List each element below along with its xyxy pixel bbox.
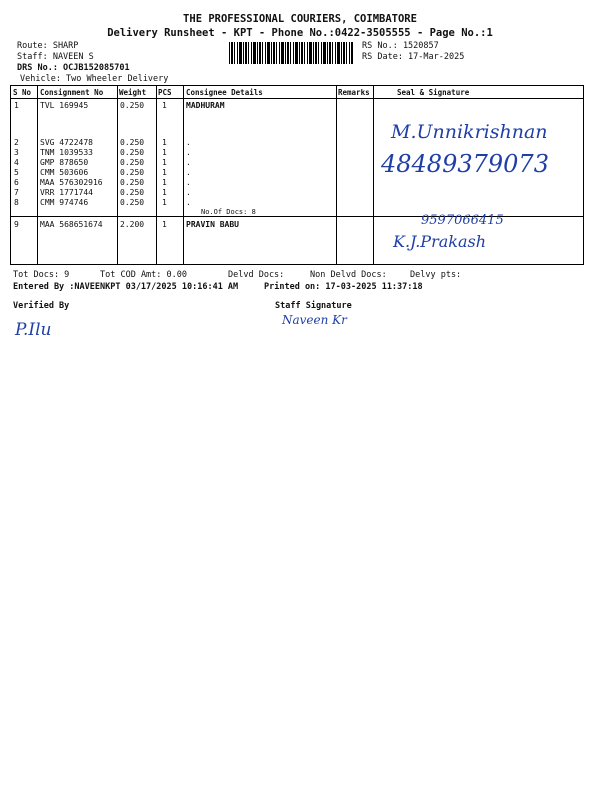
- col-consignment: Consignment No: [40, 88, 104, 97]
- route: Route: SHARP: [17, 41, 79, 51]
- runsheet-subtitle: Delivery Runsheet - KPT - Phone No.:0422-3505555 - Page No.:1: [107, 27, 493, 39]
- col-remarks: Remarks: [338, 88, 370, 97]
- drs-number: DRS No.: OCJB152085701: [17, 63, 130, 73]
- verified-by-label: Verified By: [13, 301, 70, 311]
- delivery-points: Delvy pts:: [410, 270, 462, 280]
- col-pcs: PCS: [158, 88, 172, 97]
- staff: Staff: NAVEEN S: [17, 52, 94, 62]
- col-sno: S No: [13, 88, 32, 97]
- staff-signature: Naveen Kr: [282, 313, 347, 327]
- docs-count-note: No.Of Docs: 8: [201, 208, 256, 216]
- col-weight: Weight: [119, 88, 147, 97]
- rs-number: RS No.: 1520857: [362, 41, 439, 51]
- handwritten-phone: 48489379073: [381, 150, 549, 178]
- handwritten-signature: M.Unnikrishnan: [391, 121, 548, 143]
- handwritten-signature: K.J.Prakash: [393, 232, 486, 251]
- staff-signature-label: Staff Signature: [275, 301, 352, 311]
- col-consignee: Consignee Details: [186, 88, 263, 97]
- delivered-docs: Delvd Docs:: [228, 270, 285, 280]
- printed-on: Printed on: 17-03-2025 11:37:18: [264, 282, 423, 292]
- handwritten-phone: 9597066415: [421, 213, 504, 228]
- barcode-image: [229, 42, 353, 64]
- total-cod-amount: Tot COD Amt: 0.00: [100, 270, 187, 280]
- runsheet-table: S No Consignment No Weight PCS Consignee Details Remarks Seal & Signature 1 TVL 169945 0.250 1 MADHURAM 2 SVG 4722478 0.250 1 . 3 TNM 1039533 0.250 1 . 4 GMP 878650 0.250 1 . 5 CMM 503606 0.250 1 . 6 MAA 576302916 0.250 1 . 7 VRR 1771744 0.250 1 . 8 CMM 974746 0.250 1 . No.Of Docs: 8 9 MAA 568651674 2.200 1 PRAVIN BABU M.Unnikrishnan 48489379073 9597066415 K.J.Prakash: [10, 85, 584, 265]
- company-title: THE PROFESSIONAL COURIERS, COIMBATORE: [183, 13, 417, 25]
- verifier-signature: P.Ilu: [15, 320, 52, 340]
- vehicle: Vehicle: Two Wheeler Delivery: [20, 74, 169, 84]
- total-docs: Tot Docs: 9: [13, 270, 70, 280]
- rs-date: RS Date: 17-Mar-2025: [362, 52, 465, 62]
- entered-by: Entered By :NAVEENKPT 03/17/2025 10:16:41 AM: [13, 282, 239, 292]
- col-seal-signature: Seal & Signature: [397, 88, 470, 97]
- non-delivered-docs: Non Delvd Docs:: [310, 270, 387, 280]
